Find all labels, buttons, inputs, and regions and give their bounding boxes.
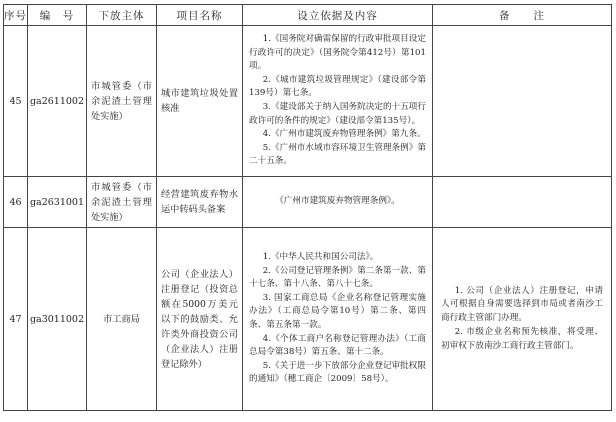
row-seq: 46 xyxy=(4,177,28,228)
table-row xyxy=(4,26,612,177)
basis-line: 1.《国务院对确需保留的行政审批项目设定行政许可的决定》（国务院令第412号）第101项。 xyxy=(249,34,426,72)
header-remark: 备 注 xyxy=(433,5,612,26)
row-item-name: 经营建筑废弃物水运中转码头备案 xyxy=(157,177,243,228)
header-code: 编 号 xyxy=(28,5,87,26)
header-dept: 下放主体 xyxy=(87,5,157,26)
basis-line: 4.《广州市建筑废弃物管理条例》第九条。 xyxy=(262,129,426,140)
header-name: 项目名称 xyxy=(157,5,243,26)
row-code: ga2631001 xyxy=(28,177,87,228)
row-remark xyxy=(433,26,612,177)
basis-line: 5.《关于进一步下放部分企业登记审批权限的通知》（穗工商企〔2009〕58号）。 xyxy=(249,360,426,385)
row-dept: 市工商局 xyxy=(87,228,157,411)
row-remark xyxy=(433,177,612,228)
item-table xyxy=(3,4,612,411)
row-seq: 45 xyxy=(4,26,28,177)
row-basis xyxy=(243,177,433,228)
row-code: ga2611002 xyxy=(28,26,87,177)
basis-line: 《广州市建筑废弃物管理条例》。 xyxy=(275,196,400,207)
header-seq: 序号 xyxy=(4,5,28,26)
row-basis xyxy=(243,228,433,411)
row-code: ga3011002 xyxy=(28,228,87,411)
remark-line: 2. 市级企业名称预先核准，将受理、初审权下放南沙工商行政主管部门。 xyxy=(441,326,603,351)
header-basis: 设立依据及内容 xyxy=(243,5,433,26)
table-header-row xyxy=(4,5,612,26)
row-basis xyxy=(243,26,433,177)
row-seq: 47 xyxy=(4,228,28,411)
basis-line: 3. 国家工商总局《企业名称登记管理实施办法》（工商总局令第10号）第二条、第四条、第五条第一款。 xyxy=(249,292,426,330)
basis-line: 5.《广州市水域市容环境卫生管理条例》第二十五条。 xyxy=(249,142,426,167)
remark-line: 1. 公司（企业法人）注册登记，申请人可根据自身需要选择到市局或者南沙工商行政主管部门办理。 xyxy=(441,285,603,324)
row-item-name: 城市建筑垃圾处置核准 xyxy=(157,26,243,177)
basis-line: 2.《城市建筑垃圾管理规定》（建设部令第139号）第七条。 xyxy=(249,74,426,99)
row-remark xyxy=(433,228,612,411)
row-dept: 市城管委（市余泥渣土管理处实施） xyxy=(87,177,157,228)
table-row xyxy=(4,228,612,411)
table-row xyxy=(4,177,612,228)
basis-line: 1.《中华人民共和国公司法》。 xyxy=(262,252,379,263)
basis-line: 4.《个体工商户名称登记管理办法》（工商总局令第38号）第五条、第十二条。 xyxy=(249,333,426,358)
row-dept: 市城管委（市余泥渣土管理处实施） xyxy=(87,26,157,177)
row-item-name: 公司（企业法人）注册登记（投资总额在5000万美元以下的鼓励类、允许类外商投资公司（企业法人）注册登记除外） xyxy=(157,228,243,411)
basis-line: 3.《建设部关于纳入国务院决定的十五项行政许可的条件的规定》（建设部令第135号）。 xyxy=(249,102,426,126)
basis-line: 2.《公司登记管理条例》第二条第一款、第十七条、第十八条、第八十七条。 xyxy=(249,265,426,290)
